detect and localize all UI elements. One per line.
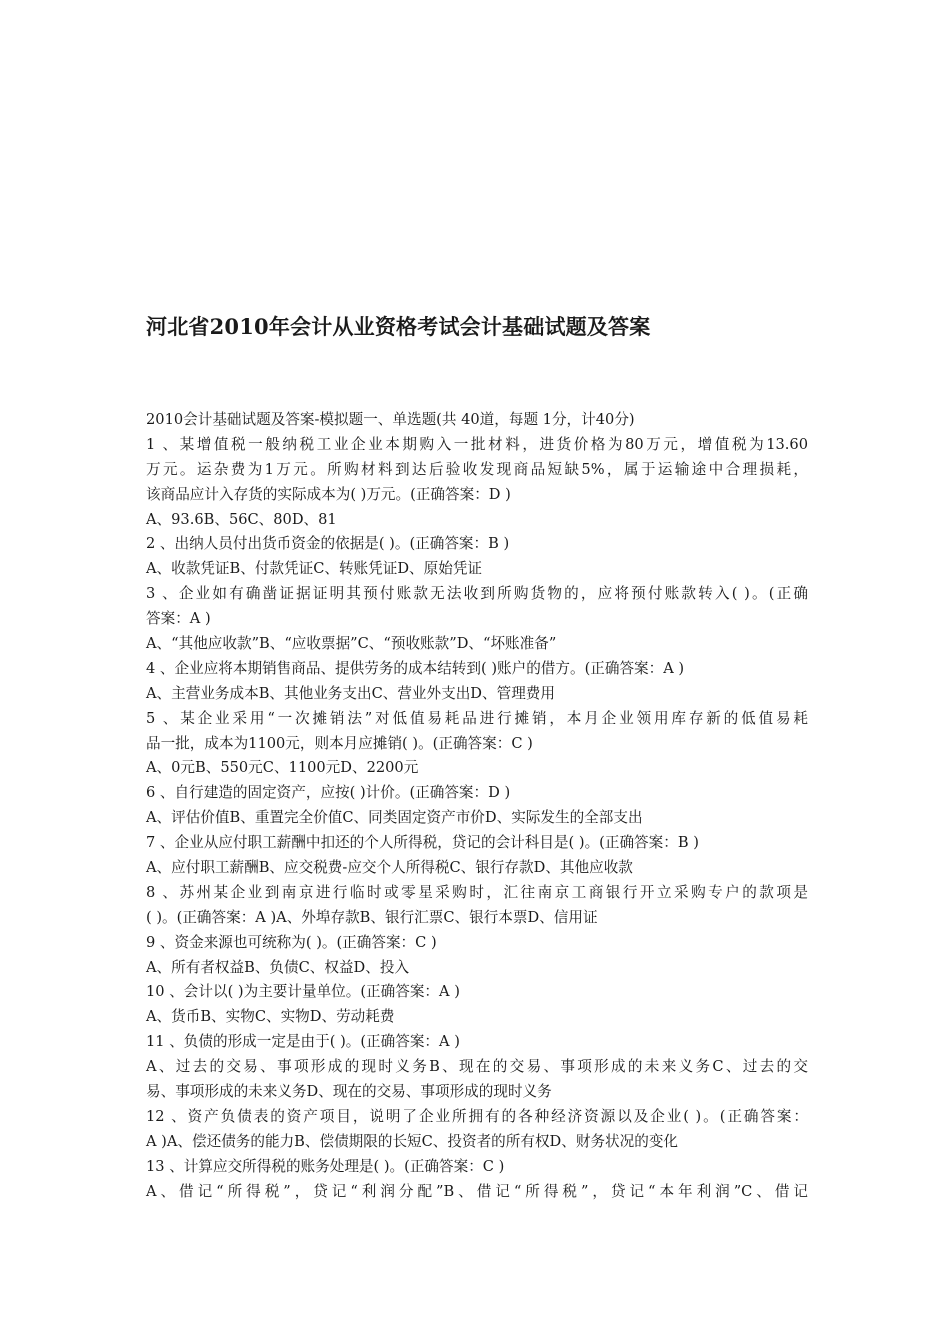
text-line: A、收款凭证B、付款凭证C、转账凭证D、原始凭证 [146,560,483,578]
text-line: A、主营业务成本B、其他业务支出C、营业外支出D、管理费用 [146,684,555,702]
text-line: 易、事项形成的未来义务D、现在的交易、事项形成的现时义务 [146,1083,552,1101]
text-line: A )A、偿还债务的能力B、偿债期限的长短C、投资者的所有权D、财务状况的变化 [146,1132,679,1150]
text-line: A、评估价值B、重置完全价值C、同类固定资产市价D、实际发生的全部支出 [146,809,643,827]
text-line: 1 、某增值税一般纳税工业企业本期购入一批材料，进货价格为80万元，增值税为13.60 [146,435,808,453]
document-body [146,408,808,1205]
text-line: A、0元B、550元C、1100元D、2200元 [146,759,419,777]
text-line: A、应付职工薪酬B、应交税费-应交个人所得税C、银行存款D、其他应收款 [146,859,633,877]
text-line: 9 、资金来源也可统称为( )。(正确答案：C ) [146,933,437,951]
text-line: A、过去的交易、事项形成的现时义务B、现在的交易、事项形成的未来义务C、过去的交 [146,1058,808,1076]
text-line: 2 、出纳人员付出货币资金的依据是( )。(正确答案：B ) [146,535,510,553]
text-line: 万元。运杂费为1万元。所购材料到达后验收发现商品短缺5%，属于运输途中合理损耗， [146,460,808,478]
text-line: 5 、某企业采用“一次摊销法”对低值易耗品进行摊销，本月企业领用库存新的低值易耗 [146,709,808,727]
text-line: 3 、企业如有确凿证据证明其预付账款无法收到所购货物的，应将预付账款转入( )。(正确 [146,585,808,603]
text-line: 7 、企业从应付职工薪酬中扣还的个人所得税，贷记的会计科目是( )。(正确答案：B ) [146,834,699,852]
text-line: A、所有者权益B、负债C、权益D、投入 [146,958,410,976]
text-line: A、货币B、实物C、实物D、劳动耗费 [146,1008,395,1026]
text-line: 品一批，成本为1100元，则本月应摊销( )。(正确答案：C ) [146,734,533,752]
text-line: 8 、苏州某企业到南京进行临时或零星采购时，汇往南京工商银行开立采购专户的款项是 [146,883,808,901]
document-title: 河北省2010年会计从业资格考试会计基础试题及答案 [146,314,651,339]
text-line: 13 、计算应交所得税的账务处理是( )。(正确答案：C ) [146,1157,505,1175]
text-line: 11 、负债的形成一定是由于( )。(正确答案：A ) [146,1033,460,1051]
text-line: A、借记“所得税”，贷记“利润分配”B、借记“所得税”，贷记“本年利润”C、借记 [146,1182,808,1200]
text-line: 2010会计基础试题及答案-模拟题一、单选题(共 40道，每题 1分，计40分) [146,411,635,428]
text-line: 答案：A ) [146,610,211,628]
text-line: 6 、自行建造的固定资产，应按( )计价。(正确答案：D ) [146,784,511,802]
text-line: 该商品应计入存货的实际成本为( )万元。(正确答案：D ) [146,485,511,503]
text-line: A、“其他应收款”B、“应收票据”C、“预收账款”D、“坏账准备” [146,635,557,653]
text-line: ( )。(正确答案：A )A、外埠存款B、银行汇票C、银行本票D、信用证 [146,908,598,926]
text-line: A、93.6B、56C、80D、81 [146,510,337,528]
text-line: 12 、资产负债表的资产项目，说明了企业所拥有的各种经济资源以及企业( )。(正确答案： [146,1107,808,1125]
text-line: 4 、企业应将本期销售商品、提供劳务的成本结转到( )账户的借方。(正确答案：A ) [146,659,685,677]
text-line: 10 、会计以( )为主要计量单位。(正确答案：A ) [146,983,460,1001]
